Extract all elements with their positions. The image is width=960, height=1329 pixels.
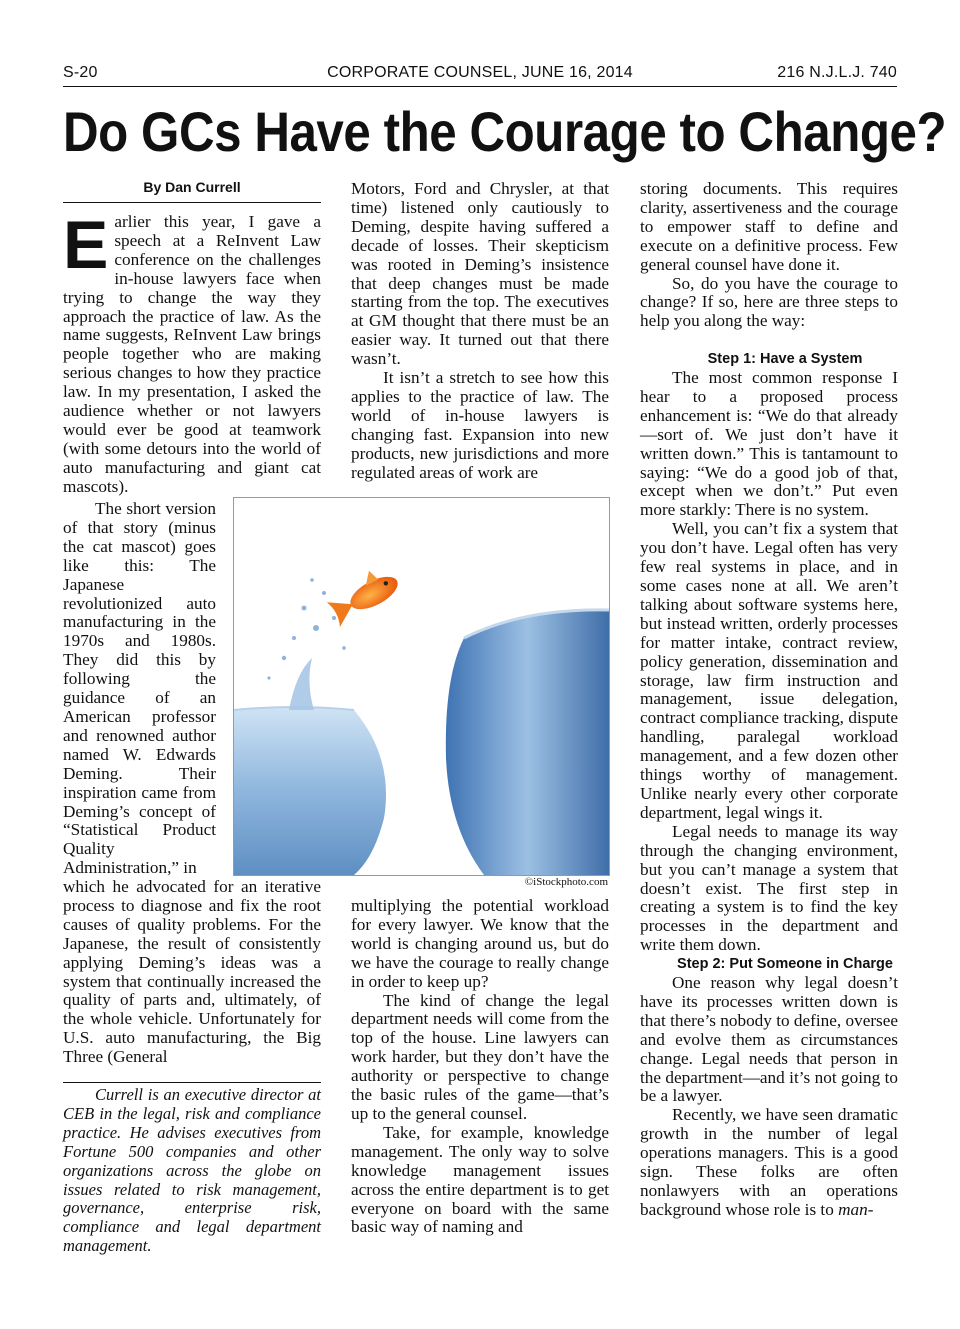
headline: Do GCs Have the Courage to Change? [63, 100, 947, 163]
bio-rule [63, 1082, 321, 1083]
left-bowl [234, 707, 386, 875]
photo-credit: ©iStockphoto.com [524, 876, 608, 888]
paragraph-common-response: The most common response I hear to a proposed process enhancement is: “We do that already—sort of. We just don’t have it written down.” This is tantamount to saying: “We do a good job of that, except when we don’t.” Put even more starkly: There is no system. [640, 368, 898, 520]
column-1 [63, 178, 321, 497]
author-bio: Currell is an executive director at CEB in the legal, risk and compliance practice. He advises executives from Fortune 500 companies and other organizations across the globe on issues related to risk management, governance, enterprise risk, compliance and legal department management. [63, 1085, 321, 1256]
byline: By Dan Currell [143, 179, 241, 195]
paragraph-kind-of-change: The kind of change the legal department needs will come from the top of the house. Line lawyers can work harder, but they don’t have the authority or perspective to change the basic rules of the game—that’s up to the general counsel. [351, 990, 609, 1123]
goldfish-photo [233, 497, 610, 876]
right-bowl [446, 610, 609, 875]
intro-paragraph: Earlier this year, I gave a speech at a ReInvent Law conference on the challenges in-house lawyers face when trying to change the way they approach the practice of law. As the name suggests, ReInvent Law brings people together who are making serious changes to how they practice law. In my presentation, I asked the audience whether or not lawyers would ever be good at teamwork (with some detours into the world of auto manufacturing and giant cat mascots). [63, 207, 321, 496]
publication-dateline: CORPORATE COUNSEL, JUNE 16, 2014 [327, 64, 633, 81]
column-1-wide [63, 878, 321, 1067]
column-1-narrow [63, 500, 216, 878]
paragraph-big-three: Motors, Ford and Chrysler, at that time) listened only cautiously to Deming, despite having suffered a decade of losses. Their skepticism was rooted in Deming’s insistence that deep changes must be made starting from the top. The executives at GM thought that there must be an easier way. It turned out that there wasn’t. [351, 179, 609, 369]
paragraph-three-steps: So, do you have the courage to change? If so, here are three steps to help you along the way: [640, 273, 898, 331]
page-number: S-20 [63, 64, 98, 81]
paragraph-deming-continued: which he advocated for an iterative process to diagnose and fix the root causes of quality problems. For the Japanese, the result of consistently applying Deming’s ideas was a system that continually increased the quality of parts and, ultimately, of the whole vehicle. Unfortunately for U.S. auto manufacturing, the Big Three (General [63, 877, 321, 1067]
subhead-step-2: Step 2: Put Someone in Charge [677, 956, 893, 973]
column-2-bottom [351, 897, 609, 1237]
paragraph-storing: storing documents. This requires clarity, assertiveness and the courage to empower staff to define and execute on a definitive process. Few general counsel have done it. [640, 179, 898, 274]
paragraph-manage-way: Legal needs to manage its way through the changing environment, but you can’t manage a system that doesn’t exist. The first step in creating a system is to find the key processes in the department and write them down. [640, 821, 898, 955]
water-splash [289, 658, 314, 710]
column-2-top [351, 180, 609, 483]
paragraph-recently: Recently, we have seen dramatic growth in the number of legal operations managers. This is a good sign. These folks are often nonlawyers with an operations background whose role is to man- [640, 1105, 898, 1219]
header-rule [63, 86, 897, 87]
paragraph-one-reason: One reason why legal doesn’t have its processes written down is that there’s nobody to define, oversee and evolve them as circumstances change. Legal needs that person in the department—and it’s not going to be a lawyer. [640, 973, 898, 1106]
byline-rule [63, 202, 321, 203]
paragraph-workload: multiplying the potential workload for every lawyer. We know that the world is changing around us, but do we have the courage to really change in order to keep up? [351, 896, 609, 991]
goldfish-jumping-illustration [234, 498, 609, 875]
drop-cap: E [63, 207, 109, 283]
paragraph-deming: The short version of that story (minus the cat mascot) goes like this: The Japanese revolutionized auto manufacturing in the 1970s and 1980s. They did this by following the guidance of an American professor and renowned author named W. Edwards Deming. Their inspiration came from Deming’s concept of “Statistical Product Quality Administration,” in [63, 499, 216, 878]
paragraph-fix-system: Well, you can’t fix a system that you don’t have. Legal often has very few real systems in place, and in some cases none at all. We aren’t talking about software systems here, but instead written, orderly processes for matter intake, contract review, policy generation, dissemination and storage, law firm instruction and management, issue delegation, contract compliance tracking, dispute handling, paralegal workload management, and a few dozen other things worthy of management. Unlike nearly every other corporate department, legal wings it. [640, 519, 898, 822]
subhead-step-1: Step 1: Have a System [707, 351, 863, 368]
paragraph-stretch: It isn’t a stretch to see how this applies to the practice of law. The world of in-house lawyers is changing fast. Expansion into new products, new jurisdictions and more regulated areas of work are [351, 368, 609, 482]
paragraph-knowledge-management: Take, for example, knowledge management. The only way to solve knowledge management issues across the entire department is to get everyone on board with the same basic way of naming and [351, 1122, 609, 1237]
citation: 216 N.J.L.J. 740 [777, 64, 897, 81]
column-3 [640, 180, 898, 1220]
